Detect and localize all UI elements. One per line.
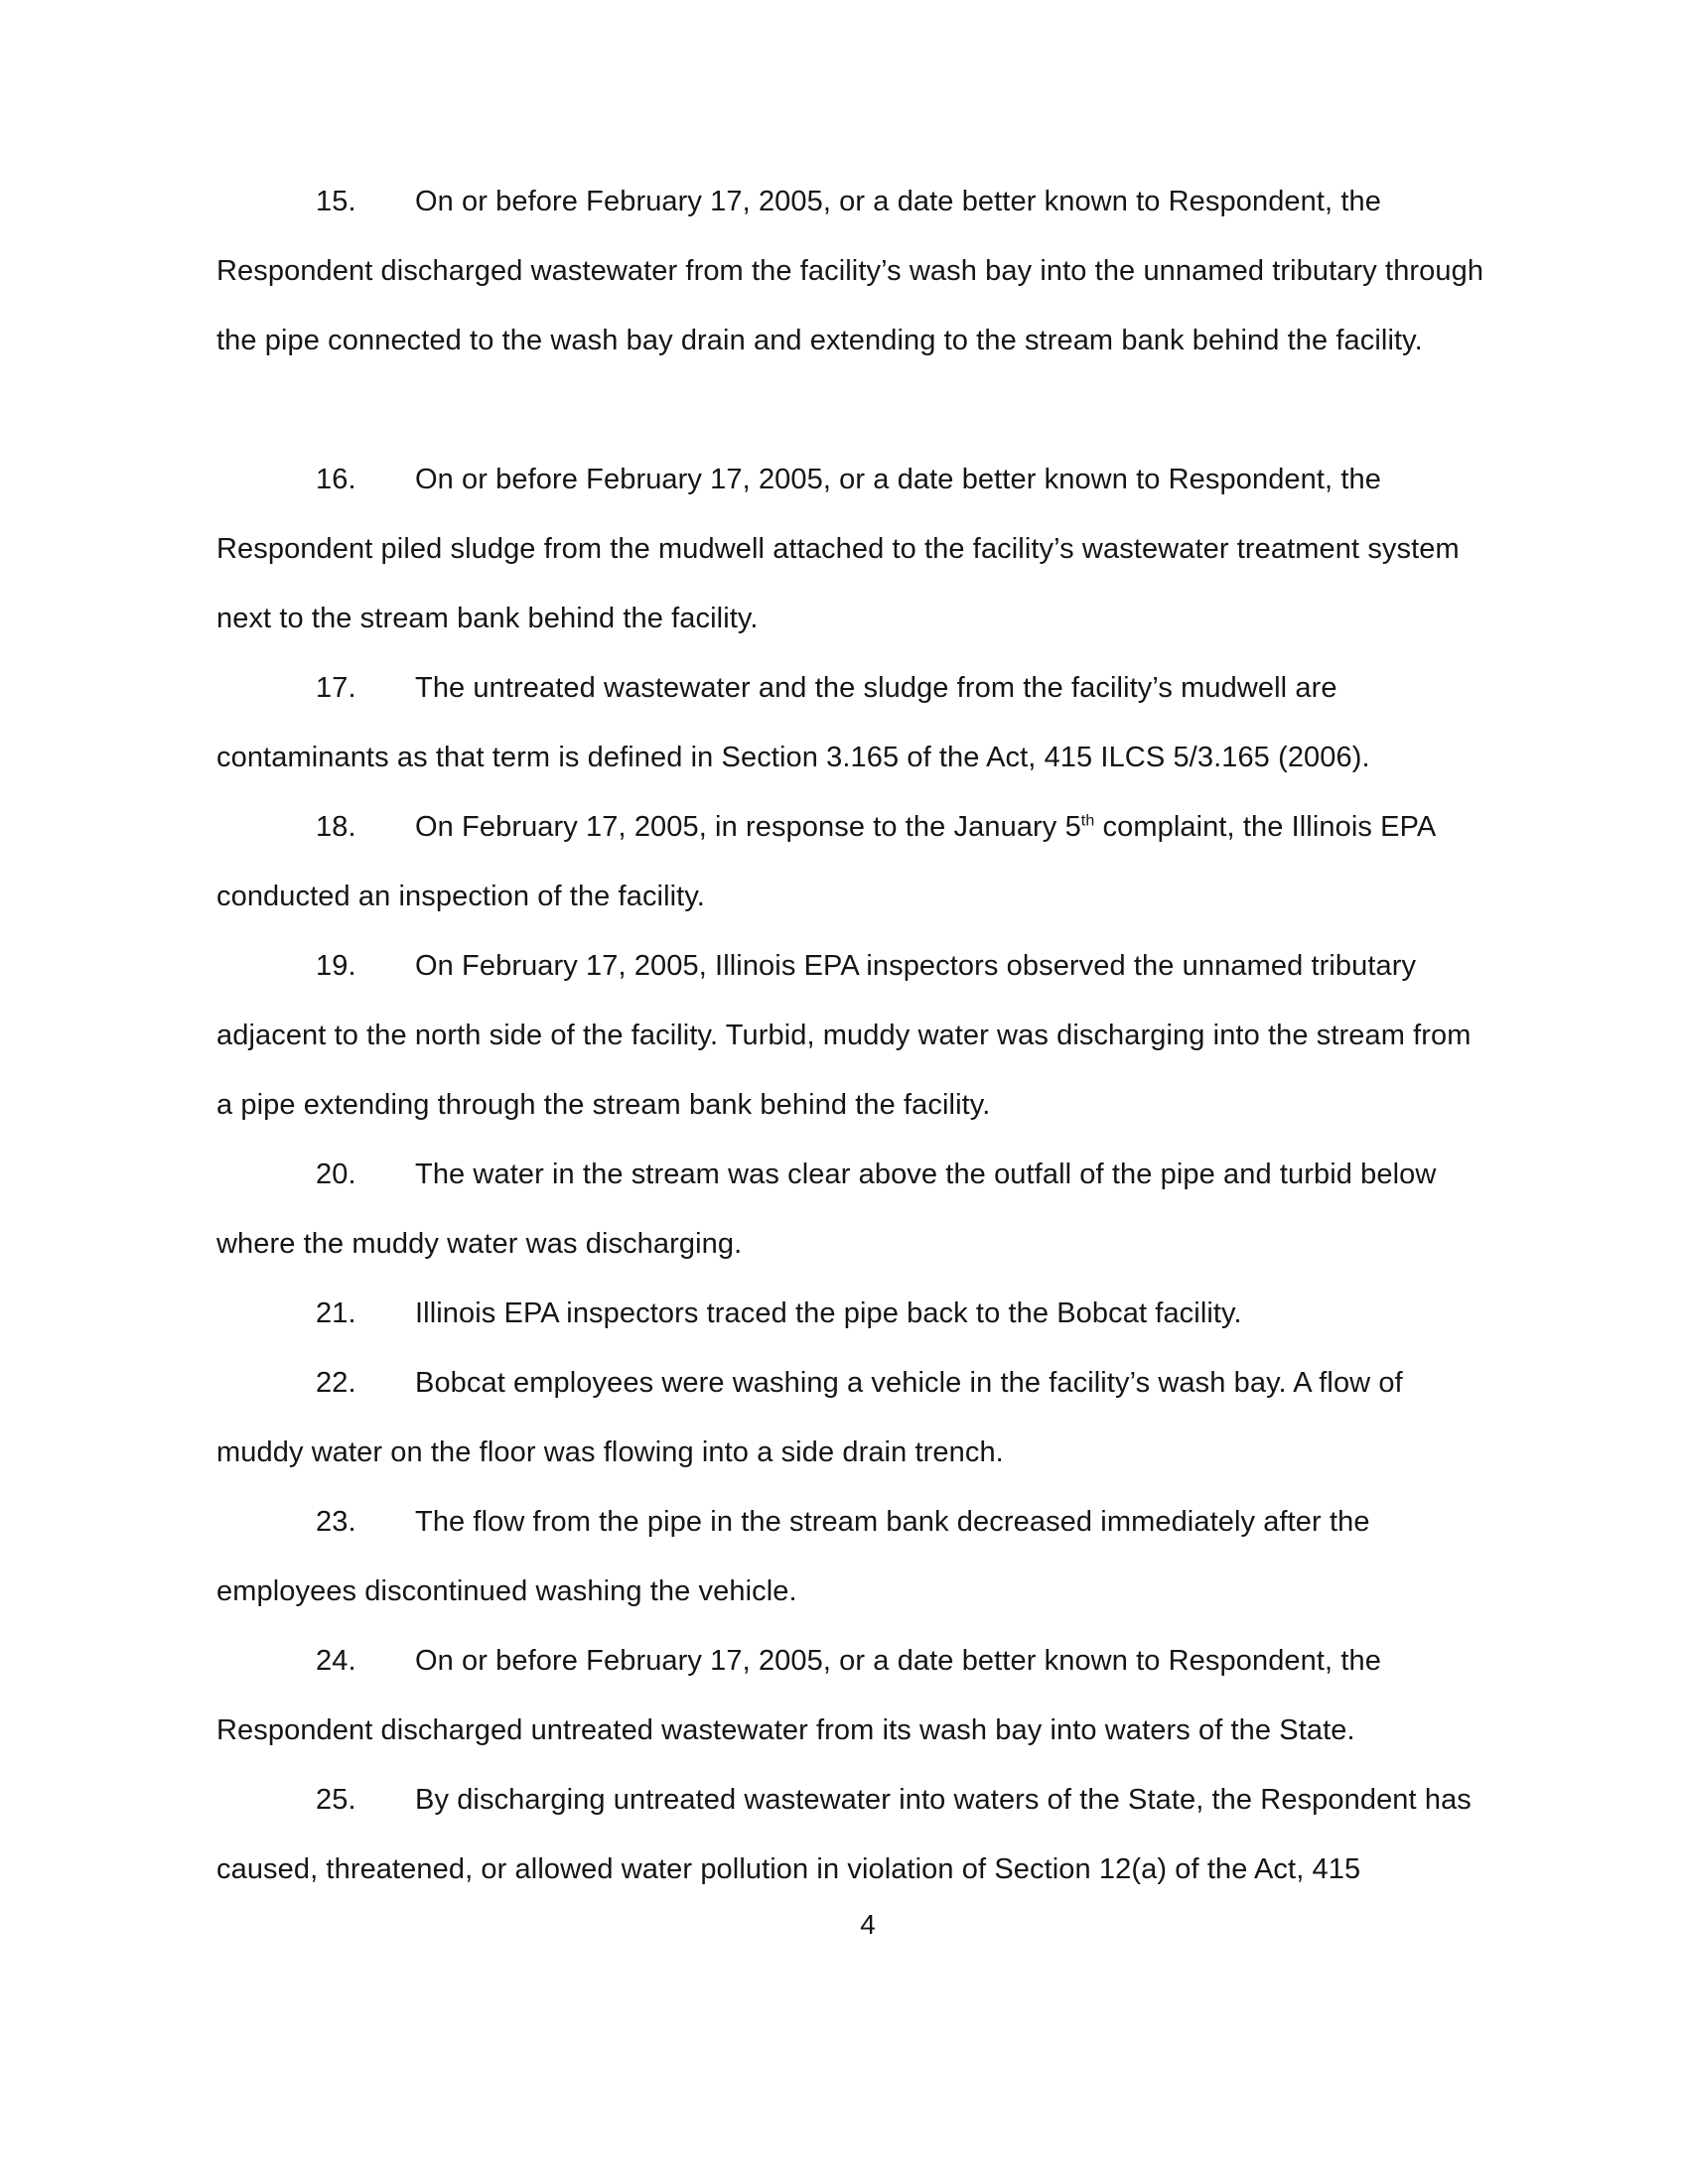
paragraph-text: Bobcat employees were washing a vehicle in the facility’s wash bay. A flow of muddy water on the floor was flowing into a side drain trench. [216, 1367, 1403, 1468]
paragraph-number: 19. [316, 950, 356, 982]
paragraph-21 [216, 1279, 1492, 1348]
paragraph-text: On February 17, 2005, Illinois EPA inspectors observed the unnamed tributary adjacent to the north side of the facility. Turbid, muddy water was discharging into the stream from a pipe extending through the stream bank behind the facility. [216, 950, 1472, 1121]
paragraph-text: On or before February 17, 2005, or a date better known to Respondent, the Respondent discharged wastewater from the facility’s wash bay into the unnamed tributary through the pipe connected to the wash bay drain and extending to the stream bank behind the facility. [216, 186, 1484, 356]
paragraph-text: On or before February 17, 2005, or a date better known to Respondent, the Respondent discharged untreated wastewater from its wash bay into waters of the State. [216, 1645, 1381, 1746]
paragraph-number: 18. [316, 811, 356, 843]
paragraph-text: The flow from the pipe in the stream bank decreased immediately after the employees discontinued washing the vehicle. [216, 1506, 1370, 1607]
paragraph-number: 22. [316, 1367, 356, 1399]
paragraph-number: 23. [316, 1506, 356, 1538]
paragraph-20 [216, 1140, 1492, 1279]
paragraph-text-after: complaint, the Illinois EPA conducted an inspection of the facility. [216, 811, 1435, 912]
paragraph-number: 17. [316, 672, 356, 704]
paragraph-number: 20. [316, 1159, 356, 1190]
paragraph-17 [216, 653, 1492, 792]
paragraph-22 [216, 1348, 1492, 1487]
paragraph-24 [216, 1626, 1492, 1765]
paragraph-number: 21. [316, 1297, 356, 1329]
paragraph-text-before: On February 17, 2005, in response to the January 5 [415, 811, 1081, 843]
page-number: 4 [860, 1909, 876, 1940]
paragraph-23 [216, 1487, 1492, 1626]
paragraph-number: 16. [316, 464, 356, 495]
paragraph-text: The untreated wastewater and the sludge from the facility’s mudwell are contaminants as that term is defined in Section 3.165 of the Act, 415 ILCS 5/3.165 (2006). [216, 672, 1370, 773]
paragraph-15 [216, 167, 1492, 375]
paragraph-number: 15. [316, 186, 356, 217]
paragraph-number: 25. [316, 1784, 356, 1816]
paragraph-text: By discharging untreated wastewater into waters of the State, the Respondent has caused, threatened, or allowed water pollution in violation of Section 12(a) of the Act, 415 [216, 1784, 1472, 1885]
ordinal-superscript: th [1080, 812, 1095, 830]
paragraph-text: On or before February 17, 2005, or a date better known to Respondent, the Respondent piled sludge from the mudwell attached to the facility’s wastewater treatment system next to the stream bank behind the facility. [216, 464, 1460, 634]
paragraph-19 [216, 931, 1492, 1140]
paragraph-number: 24. [316, 1645, 356, 1677]
paragraph-text: Illinois EPA inspectors traced the pipe back to the Bobcat facility. [415, 1297, 1242, 1329]
paragraph-16 [216, 445, 1492, 653]
paragraph-text: The water in the stream was clear above the outfall of the pipe and turbid below where the muddy water was discharging. [216, 1159, 1437, 1260]
paragraph-18 [216, 792, 1492, 931]
paragraph-25 [216, 1765, 1492, 1904]
